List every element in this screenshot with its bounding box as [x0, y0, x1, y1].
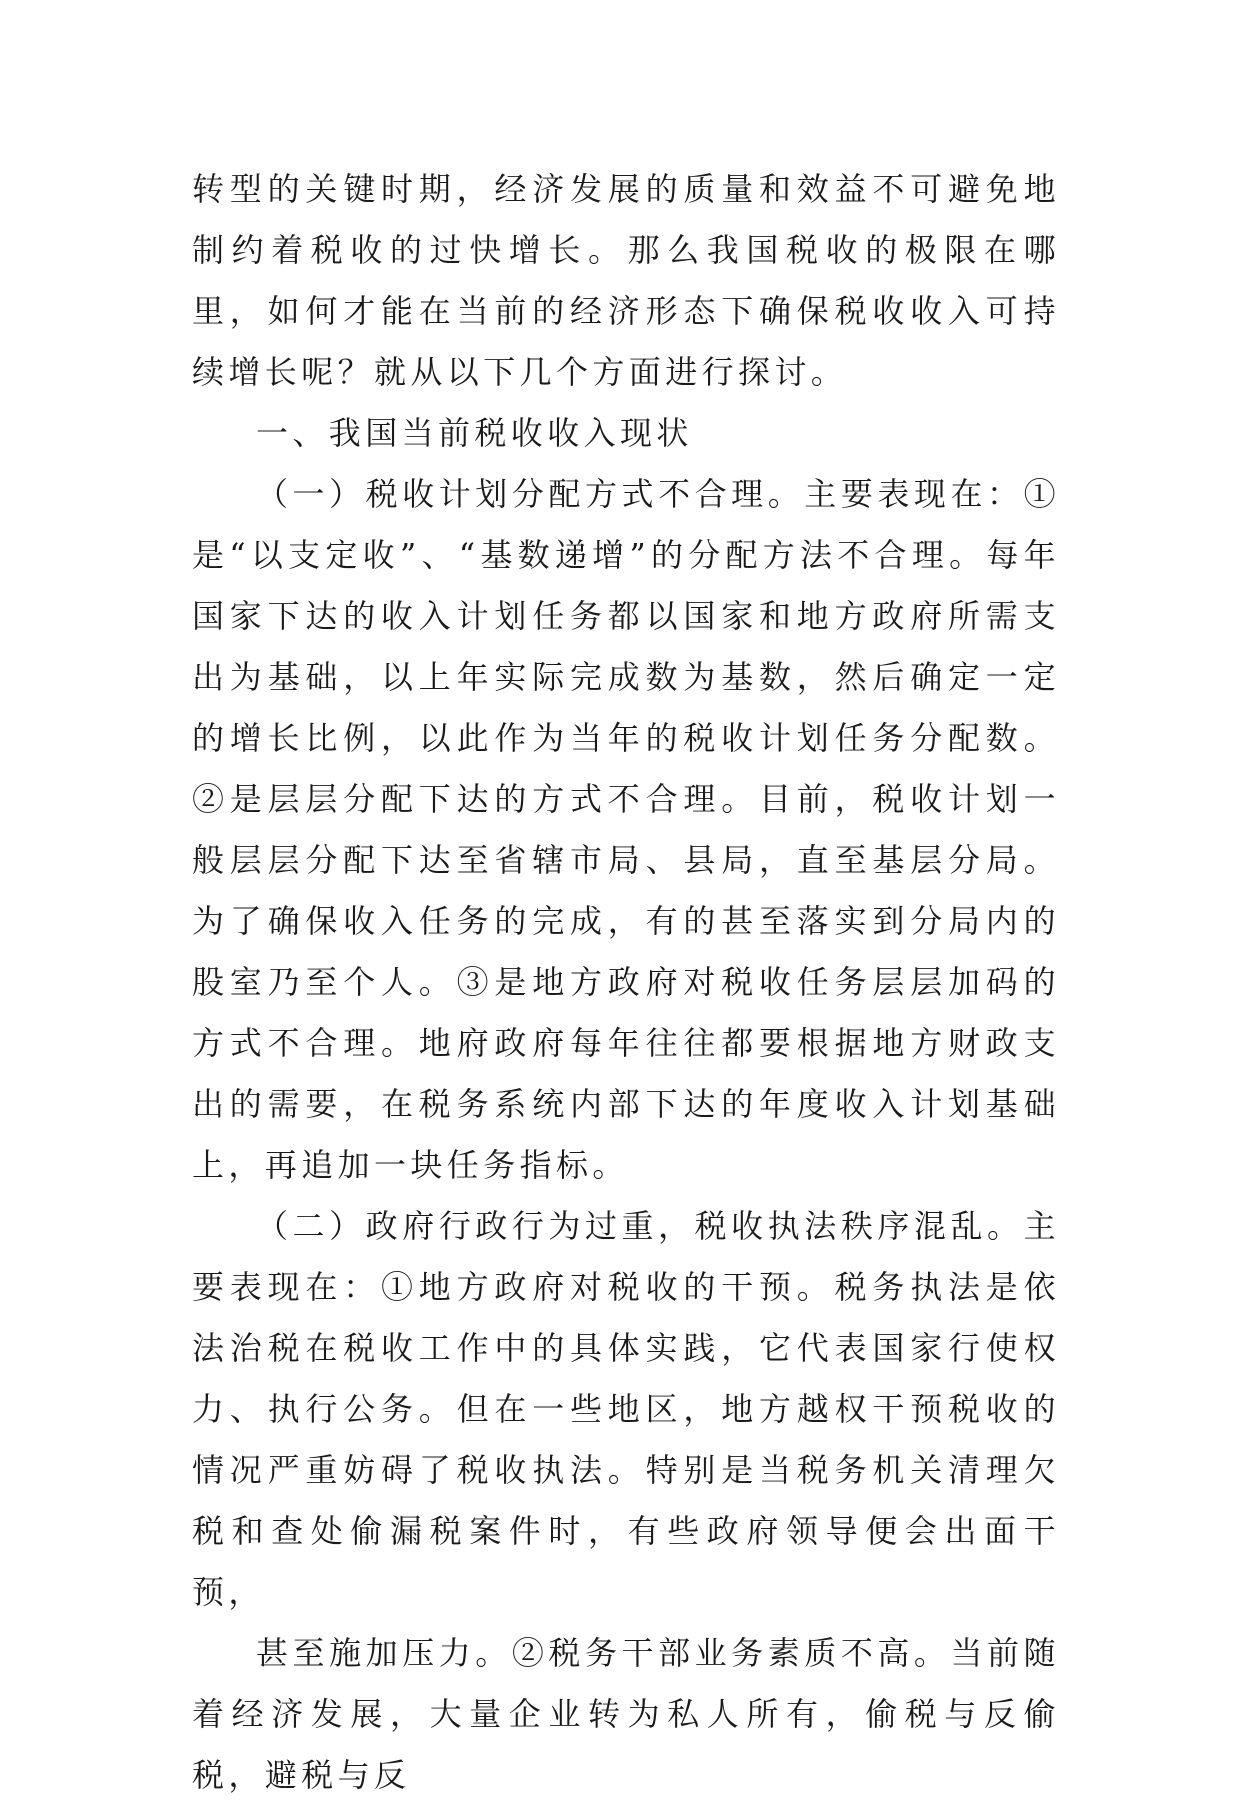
paragraph-continuation: 甚至施加压力。②税务干部业务素质不高。当前随着经济发展，大量企业转为私人所有，偷税与反偷税，避税与反: [192, 1634, 1060, 1794]
document-body: [192, 159, 1060, 1806]
paragraph-government-behavior: （二）政府行政行为过重，税收执法秩序混乱。主要表现在：①地方政府对税收的干预。税务执法是依法治税在税收工作中的具体实践，它代表国家行使权力、执行公务。但在一些地区，地方越权干预税收的情况严重妨碍了税收执法。特别是当税务机关清理欠税和查处偷漏税案件时，有些政府领导便会出面干预，: [192, 1207, 1060, 1611]
paragraph-intro: 转型的关键时期，经济发展的质量和效益不可避免地制约着税收的过快增长。那么我国税收的极限在哪里，如何才能在当前的经济形态下确保税收收入可持续增长呢？就从以下几个方面进行探讨。: [192, 170, 1060, 391]
section-heading: 一、我国当前税收收入现状: [256, 414, 693, 452]
paragraph-tax-plan: （一）税收计划分配方式不合理。主要表现在：①是“以支定收”、“基数递增”的分配方法不合理。每年国家下达的收入计划任务都以国家和地方政府所需支出为基础，以上年实际完成数为基数，然后确定一定的增长比例，以此作为当年的税收计划任务分配数。②是层层分配下达的方式不合理。目前，税收计划一般层层分配下达至省辖市局、县局，直至基层分局。为了确保收入任务的完成，有的甚至落实到分局内的股室乃至个人。③是地方政府对税收任务层层加码的方式不合理。地府政府每年往往都要根据地方财政支出的需要，在税务系统内部下达的年度收入计划基础上，再追加一块任务指标。: [192, 475, 1060, 1184]
